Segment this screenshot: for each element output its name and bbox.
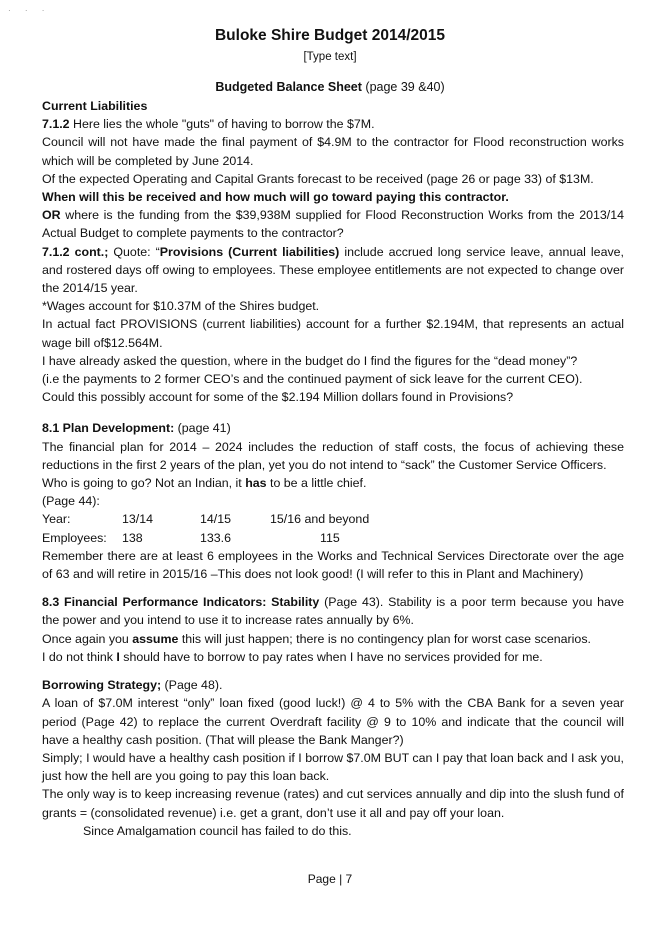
paragraph: 7.1.2 cont.; Quote: “Provisions (Current liabilities) include accrued long service leave, annual leave, and rostered days off owing to employees. These employee entitlements are not expected to change over the 2014/15 year. (42, 244, 624, 296)
paragraph: Could this possibly account for some of the $2.194 Million dollars found in Provisions? (42, 390, 514, 405)
current-liabilities-heading: Current Liabilities (42, 99, 148, 113)
paragraph: Who is going to go? Not an Indian, it has to be a little chief. (42, 476, 367, 491)
sheet-pages: (page 39 &40) (361, 80, 445, 94)
paragraph: When will this be received and how much will go toward paying this contractor. (42, 190, 509, 205)
document-subtitle: [Type text] (303, 51, 357, 63)
document-body (42, 97, 624, 840)
paragraph: Since Amalgamation council has failed to do this. (83, 823, 352, 838)
paragraph: Once again you assume this will just happen; there is no contingency plan for worst case scenarios. (42, 631, 591, 646)
document-title: Buloke Shire Budget 2014/2015 (214, 27, 445, 44)
years-row: Year: 13/14 14/15 15/16 and beyond (42, 512, 370, 527)
paragraph: In actual fact PROVISIONS (current liabilities) account for a further $2.194M, that represents an actual wage bill of$12.564M. (42, 317, 624, 350)
paragraph: (i.e the payments to 2 former CEO’s and the continued payment of sick leave for the current CEO). (42, 372, 583, 387)
sheet-title: Budgeted Balance Sheet (215, 80, 362, 94)
scan-specks: · · · (8, 6, 51, 15)
paragraph: Simply; I would have a healthy cash position if I borrow $7.0M BUT can I pay that loan back and I ask you, just how the hell are you going to pay this loan back. (42, 750, 624, 784)
page-number: Page | 7 (307, 872, 353, 886)
paragraph: I have already asked the question, where in the budget do I find the figures for the “dead money”? (42, 353, 578, 368)
paragraph: Council will not have made the final payment of $4.9M to the contractor for Flood reconstruction works which will be completed by June 2014. (42, 135, 624, 168)
paragraph: I do not think I should have to borrow to pay rates when I have no services provided for me. (42, 649, 543, 664)
paragraph: Of the expected Operating and Capital Grants forecast to be received (page 26 or page 33) of $13M. (42, 171, 594, 186)
paragraph: A loan of $7.0M interest “only” loan fixed (good luck!) @ 4 to 5% with the CBA Bank for a seven year period (Page 42) to replace the current Overdraft facility @ 9 to 10% and indicate that the council will have a healthy cash position. (That will please the Bank Manger?) (42, 696, 624, 747)
employees-row: Employees: 138 133.6 115 (42, 530, 340, 545)
paragraph: Remember there are at least 6 employees in the Works and Technical Services Directorate over the age of 63 and will retire in 2015/16 –This does not look good! (I will refer to this in Plant and Machinery) (42, 548, 624, 582)
paragraph: *Wages account for $10.37M of the Shires budget. (42, 299, 320, 314)
borrowing-heading: Borrowing Strategy; (Page 48). (42, 678, 223, 693)
plan-development-heading: 8.1 Plan Development: (page 41) (42, 421, 231, 436)
paragraph: OR where is the funding from the $39,938M supplied for Flood Reconstruction Works from the 2013/14 Actual Budget to complete payments to the contractor? (42, 208, 624, 241)
paragraph: The financial plan for 2014 – 2024 includes the reduction of staff costs, the focus of achieving these reductions in the first 2 years of the plan, yet you do not intend to “sack” the Customer Service Officers. (42, 439, 624, 472)
paragraph: The only way is to keep increasing revenue (rates) and cut services annually and dip into the slush fund of grants = (consolidated revenue) i.e. get a grant, don’t use it all and pay off your loan. (42, 787, 624, 820)
paragraph: (Page 44): (42, 494, 100, 509)
paragraph: 7.1.2 Here lies the whole "guts" of having to borrow the $7M. (42, 117, 375, 132)
section-title (0, 80, 660, 94)
performance-paragraph: 8.3 Financial Performance Indicators: Stability (Page 43). Stability is a poor term because you have the power and you intend to use it to increase rates annually by 6%. (42, 595, 624, 628)
